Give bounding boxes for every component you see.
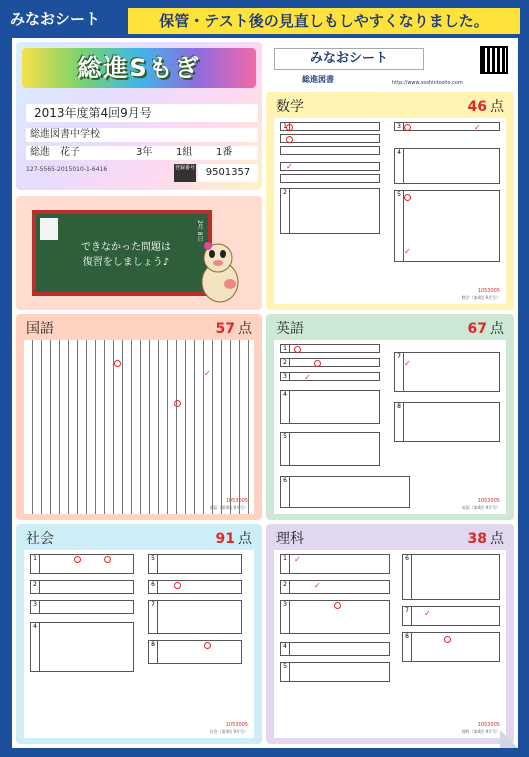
subject-name: 理科 [276,531,304,547]
student-grade: 3年 [136,147,153,158]
score-unit: 点 [238,531,252,547]
registration-label: 登録番号 [174,164,196,182]
sheet-caption: 数学（第4回 9月号） [461,295,500,300]
subject-card-english [266,314,514,520]
registration-number: 9501357 [198,164,258,182]
sheet-code: 1053005 [477,498,500,504]
barcode-number: 127-5565-2015010-1-6416 [26,166,108,173]
subject-score [468,318,504,338]
issue-label: 2013年度第4回9月号 [26,104,258,122]
student-info-card [16,42,262,190]
board-message [66,240,186,270]
board-message-line2: 復習をしましょう♪ [82,257,170,268]
score-value: 91 [215,531,235,547]
subject-card-japanese [16,314,262,520]
subject-score [468,528,504,548]
publisher-url: http://www.soshintosho.com [392,80,463,86]
mascot-icon [194,238,244,304]
student-class: 1組 [176,147,193,158]
board-message-line1: できなかった問題は [81,242,171,253]
brand-title: みなおシート [274,48,424,70]
student-row [26,146,258,160]
promo-banner: 保管・テスト後の見直しもしやすくなりました。 [128,8,520,34]
score-value: 46 [467,99,487,115]
sheet-code: 1053005 [225,498,248,504]
score-unit: 点 [490,99,504,115]
score-unit: 点 [490,321,504,337]
sheet-paper [12,38,518,748]
sheet-caption: 英語（第4回 9月号） [461,505,500,510]
subject-card-social [16,524,262,744]
subject-score [468,96,504,116]
answer-sheet-social: 1 2 3 4 5 6 7 8 [24,550,254,738]
review-message-card [16,196,262,310]
score-value: 38 [467,531,487,547]
sheet-code: 1053005 [477,288,500,294]
paper-note-icon [40,218,58,240]
chalkboard [32,210,212,296]
subject-name: 国語 [26,321,54,337]
answer-sheet-english: 1 2 3 4 5 6 7 8 ✓ ✓ [274,340,506,514]
score-unit: 点 [490,531,504,547]
publisher-name: 総進図書 [302,75,334,84]
sheet-title-tab: みなおシート [0,6,120,32]
score-value: 67 [467,321,487,337]
sheet-caption: 理科（第4回 9月号） [461,729,500,734]
sheet-caption: 社会（第4回 9月号） [209,729,248,734]
subject-card-math [266,92,514,310]
subject-score [216,318,252,338]
subject-name: 数学 [276,99,304,115]
score-unit: 点 [238,321,252,337]
sheet-code: 1053005 [225,722,248,728]
subject-name: 社会 [26,531,54,547]
student-number: 1番 [216,147,233,158]
board-date: 2月 8日 [196,220,203,242]
subject-score [216,528,252,548]
sheet-code: 1053005 [477,722,500,728]
subject-name: 英語 [276,321,304,337]
logo-banner [22,48,256,88]
logo-text: 総進Sもぎ [77,54,201,82]
answer-sheet-japanese: ✓ [24,340,254,514]
subject-card-science [266,524,514,744]
sheet-caption: 国語（第4回 9月号） [209,505,248,510]
answer-sheet-math: 1 2 3 4 5 ✓ ✓ ✓ [274,118,506,304]
page-corner-fold [500,730,518,748]
student-name: 総進 花子 [30,147,80,158]
school-name: 総進図書中学校 [26,128,258,142]
answer-sheet-science: 1 2 3 4 5 6 7 8 ✓ ✓ ✓ [274,550,506,738]
qr-code-icon [480,46,508,74]
score-value: 57 [215,321,235,337]
